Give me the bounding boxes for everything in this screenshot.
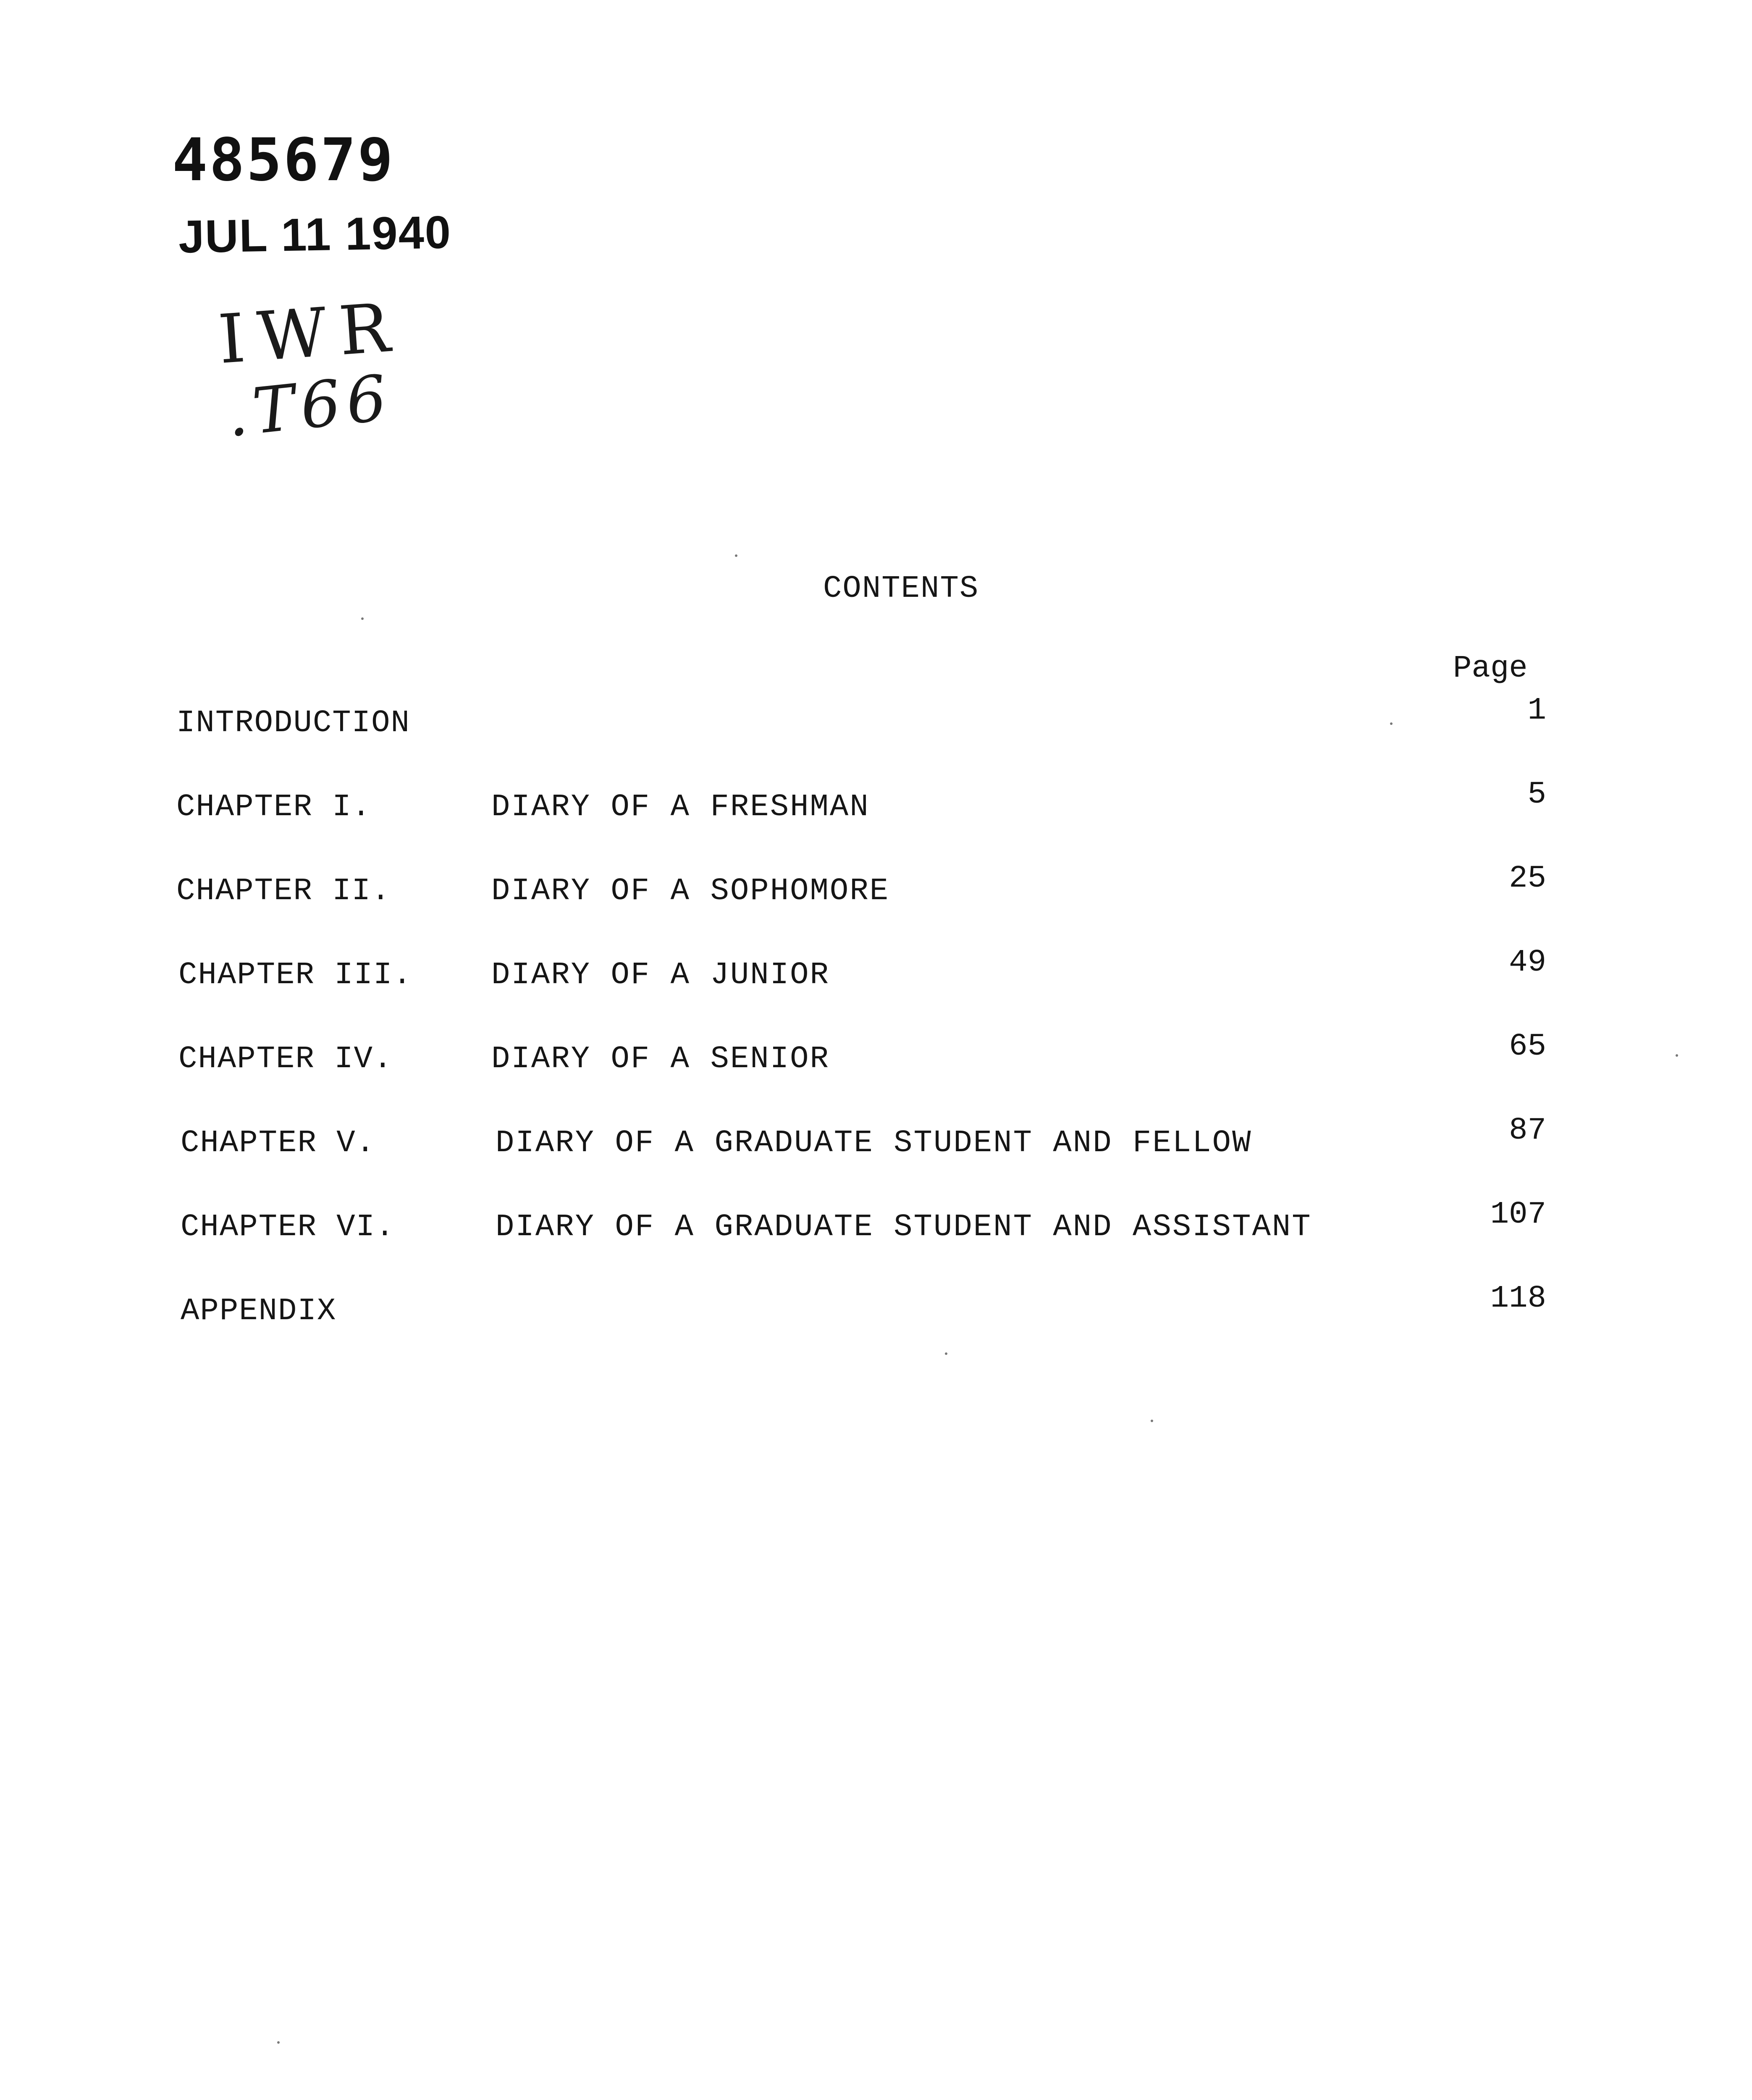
handwritten-call-number-line2: .T66 [223, 361, 396, 452]
paper-speck [1390, 722, 1393, 725]
toc-entry-page: 65 [1509, 1029, 1546, 1064]
toc-entry-page: 49 [1509, 945, 1546, 980]
toc-entry-chapter-2 [0, 861, 1752, 916]
paper-speck [277, 2041, 280, 2044]
paper-speck [735, 554, 737, 557]
toc-entry-page: 87 [1509, 1113, 1546, 1148]
toc-entry-title: DIARY OF A SOPHOMORE [491, 874, 890, 909]
handwritten-call-number-line1: IWR [216, 287, 405, 379]
contents-title: CONTENTS [823, 571, 979, 606]
toc-entry-title: DIARY OF A GRADUATE STUDENT AND ASSISTANT [496, 1210, 1312, 1245]
toc-entry-label: CHAPTER II. [176, 874, 391, 909]
toc-entry-label: APPENDIX [181, 1294, 337, 1329]
toc-entry-chapter-5 [0, 1113, 1752, 1168]
paper-speck [945, 1352, 947, 1355]
paper-speck [361, 617, 364, 620]
date-stamp: JUL 11 1940 [178, 206, 452, 263]
toc-entry-label: CHAPTER III. [178, 958, 412, 993]
toc-entry-title: DIARY OF A JUNIOR [491, 958, 830, 993]
toc-entry-chapter-6 [0, 1197, 1752, 1252]
toc-entry-title: DIARY OF A GRADUATE STUDENT AND FELLOW [496, 1126, 1252, 1161]
toc-entry-appendix [0, 1281, 1752, 1336]
toc-entry-page: 118 [1490, 1281, 1546, 1316]
toc-entry-page: 25 [1509, 861, 1546, 896]
accession-number-stamp: 485679 [172, 126, 395, 194]
toc-entry-chapter-1 [0, 777, 1752, 832]
toc-entry-page: 1 [1527, 693, 1546, 728]
page-column-header: Page [1453, 651, 1528, 686]
toc-entry-introduction [0, 693, 1752, 748]
paper-speck [1676, 1054, 1678, 1057]
toc-entry-page: 107 [1490, 1197, 1546, 1232]
toc-entry-title: DIARY OF A SENIOR [491, 1042, 830, 1077]
toc-entry-chapter-4 [0, 1029, 1752, 1084]
toc-entry-label: CHAPTER I. [176, 790, 372, 825]
toc-entry-chapter-3 [0, 945, 1752, 1000]
toc-entry-title: DIARY OF A FRESHMAN [491, 790, 870, 825]
toc-entry-label: CHAPTER IV. [178, 1042, 393, 1077]
toc-entry-label: INTRODUCTION [176, 706, 410, 741]
toc-entry-page: 5 [1527, 777, 1546, 812]
toc-entry-label: CHAPTER V. [181, 1126, 376, 1161]
toc-entry-label: CHAPTER VI. [181, 1210, 395, 1245]
paper-speck [1151, 1420, 1153, 1422]
